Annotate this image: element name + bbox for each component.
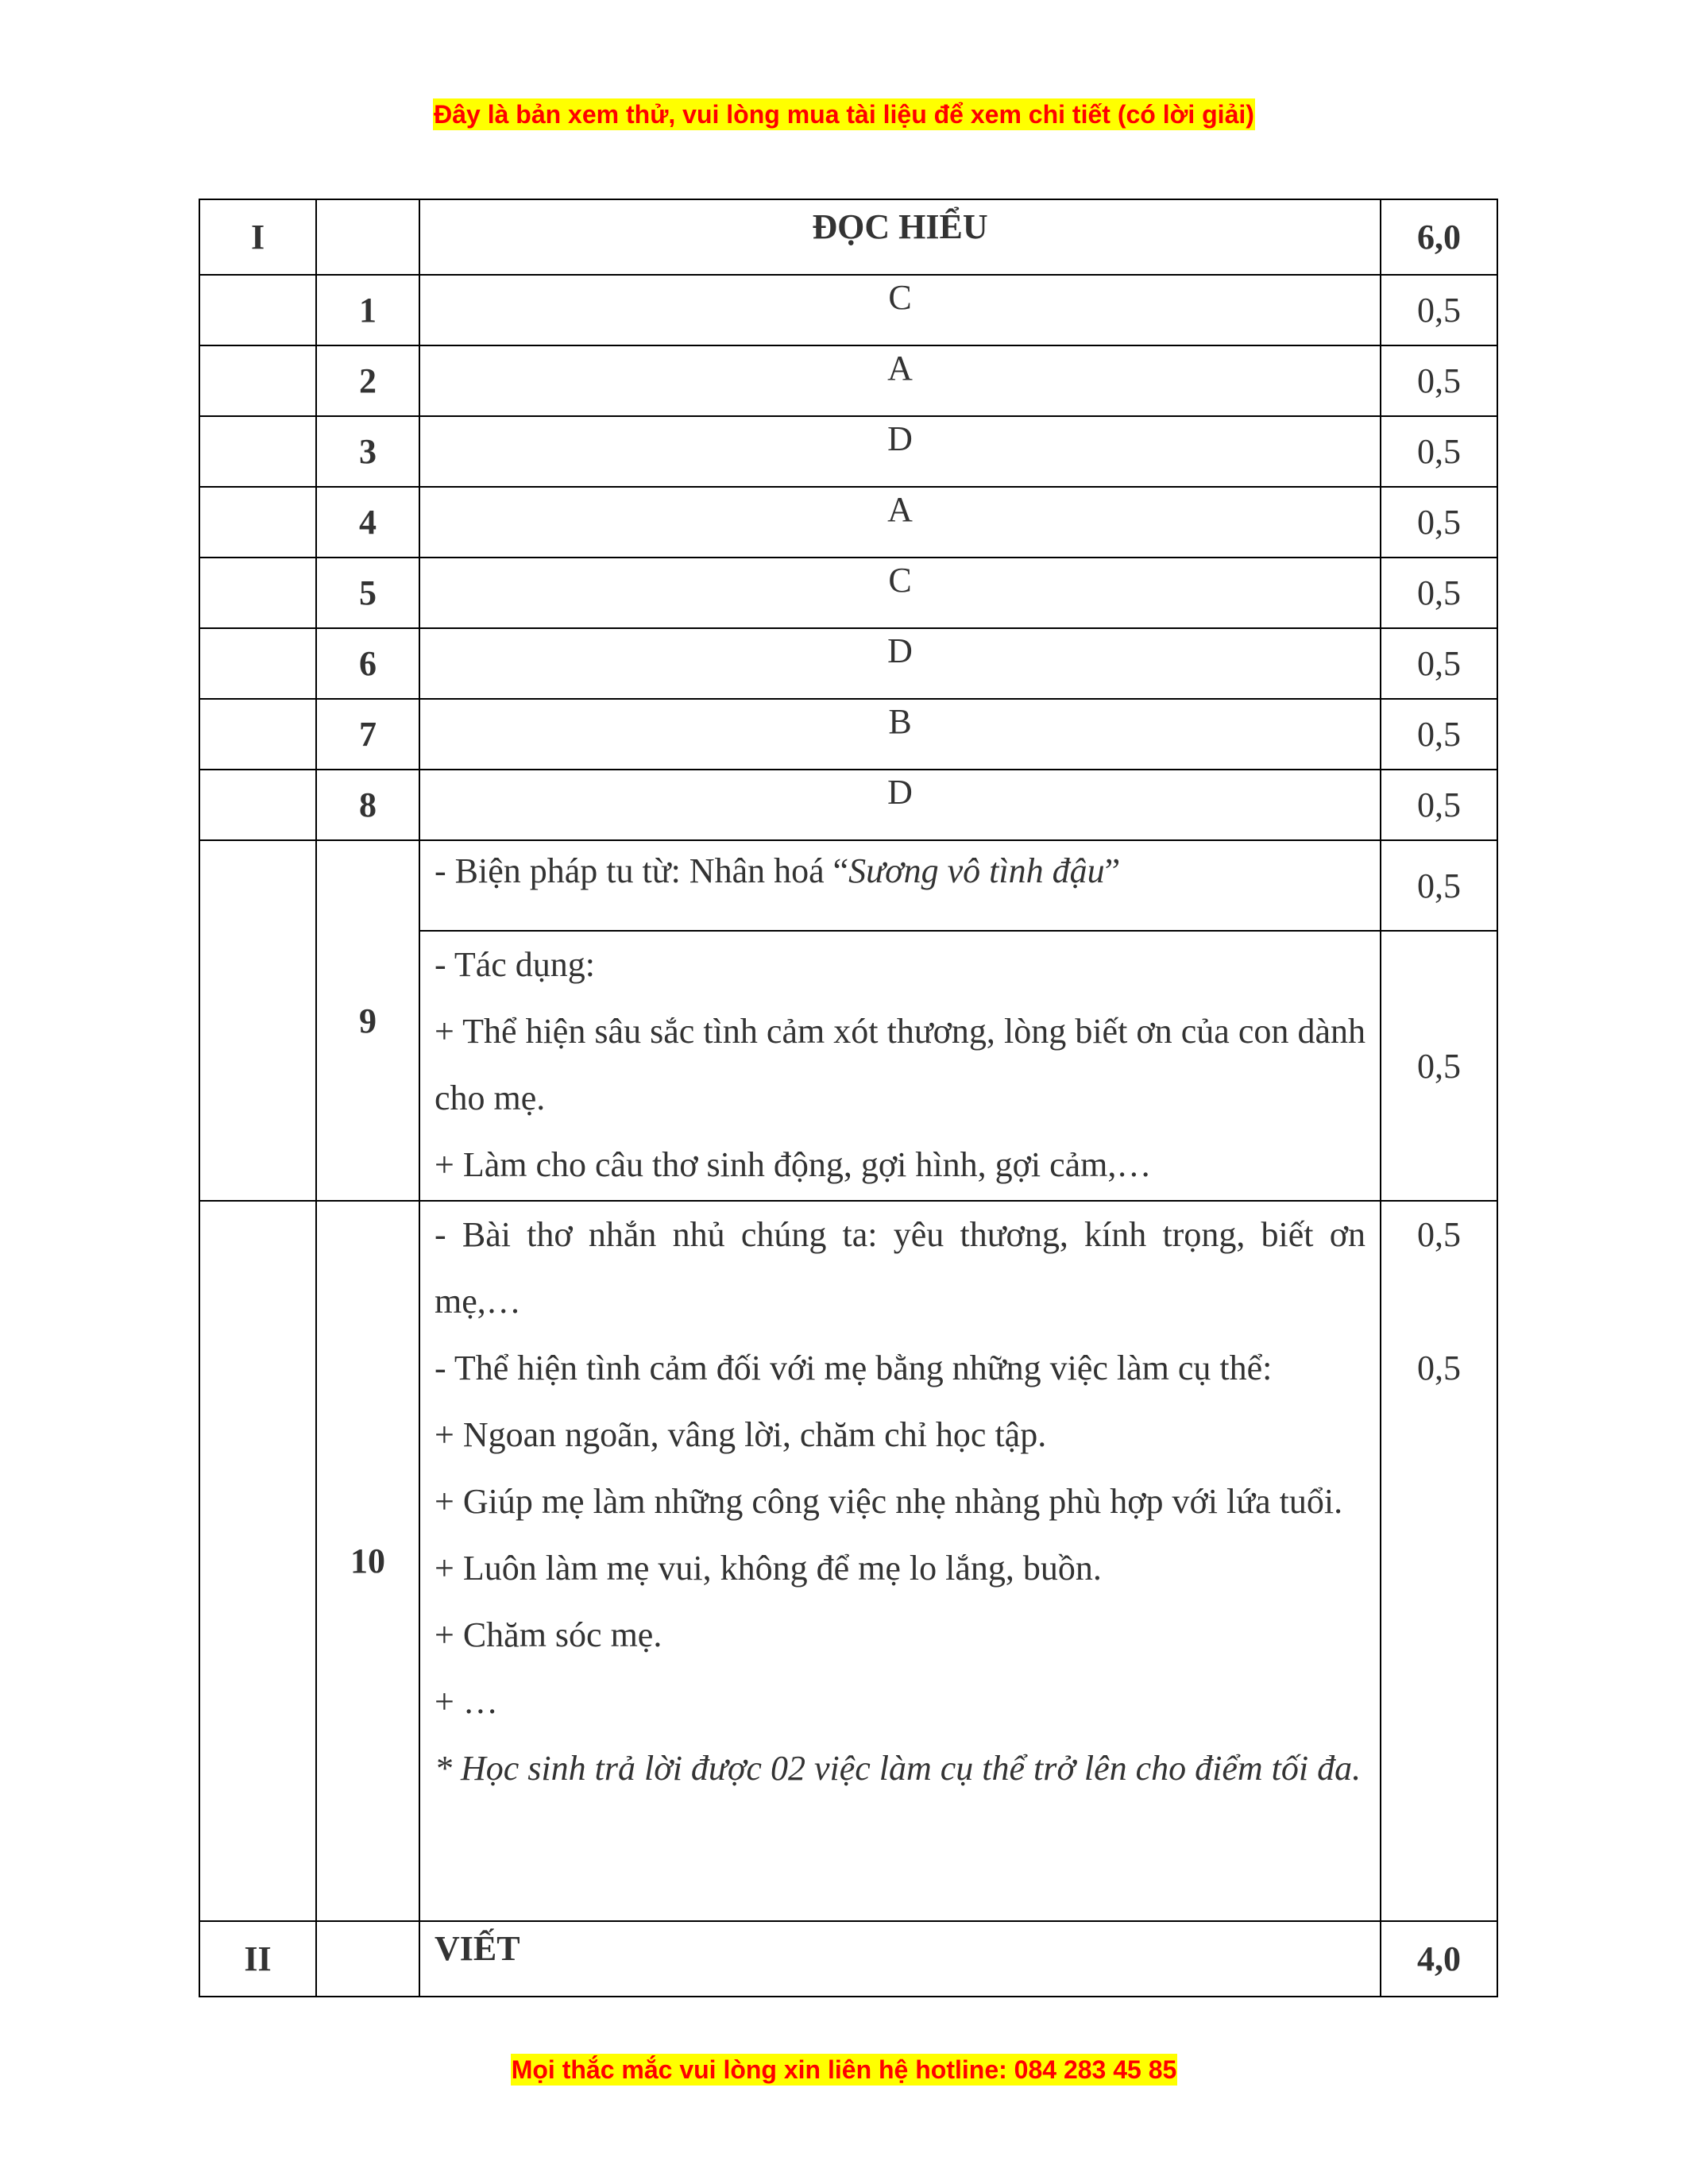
table-row [199, 487, 1497, 558]
empty-cell [199, 558, 316, 628]
rhetoric-device-line [435, 846, 1365, 897]
preview-notice-text: Đây là bản xem thử, vui lòng mua tài liệu để xem chi tiết (có lời giải) [434, 100, 1254, 129]
answer-line: + Chăm sóc mẹ. [435, 1615, 662, 1654]
empty-cell [199, 628, 316, 699]
section-number: I [199, 199, 316, 275]
question-score: 0,5 [1381, 699, 1497, 770]
section-score: 4,0 [1381, 1921, 1497, 1997]
table-row [199, 345, 1497, 416]
question-number: 10 [316, 1201, 419, 1921]
answer-key-table [199, 199, 1498, 1997]
answer-letter: A [419, 345, 1381, 416]
question-number: 2 [316, 345, 419, 416]
answer-line: + Thể hiện sâu sắc tình cảm xót thương, lòng biết ơn của con dành cho mẹ. [435, 1012, 1365, 1117]
contact-notice-text: Mọi thắc mắc vui lòng xin liên hệ hotline: 084 283 45 85 [511, 2055, 1177, 2084]
answer-text [419, 931, 1381, 1201]
section-number: II [199, 1921, 316, 1997]
answer-line: + Luôn làm mẹ vui, không để mẹ lo lắng, buồn. [435, 1549, 1102, 1588]
quoted-phrase: Sương vô tình đậu [848, 851, 1105, 890]
grading-note-text: * Học sinh trả lời được 02 việc làm cụ thể trở lên cho điểm tối đa. [435, 1749, 1362, 1788]
answer-letter: D [419, 770, 1381, 840]
answer-letter: B [419, 699, 1381, 770]
question-score: 0,5 [1381, 345, 1497, 416]
question-number: 4 [316, 487, 419, 558]
section-row-writing [199, 1921, 1497, 1997]
contact-notice [0, 2055, 1688, 2085]
answer-letter: C [419, 275, 1381, 345]
question-score: 0,5 [1381, 558, 1497, 628]
table-row [199, 275, 1497, 345]
question-number: 5 [316, 558, 419, 628]
question-score-group [1381, 1201, 1497, 1921]
question-number: 7 [316, 699, 419, 770]
empty-cell [199, 770, 316, 840]
empty-cell [199, 1201, 316, 1921]
answer-line: - Bài thơ nhắn nhủ chúng ta: yêu thương, kính trọng, biết ơn mẹ,… [435, 1215, 1365, 1321]
answer-line: - Tác dụng: [435, 945, 596, 984]
table-row [199, 416, 1497, 487]
preview-notice [0, 100, 1688, 129]
empty-cell [316, 1921, 419, 1997]
question-score: 0,5 [1381, 931, 1497, 1201]
empty-cell [316, 199, 419, 275]
grading-note [435, 1735, 1365, 1802]
answer-text [419, 1201, 1381, 1921]
question-number: 6 [316, 628, 419, 699]
answer-text-prefix: - Biện pháp tu từ: Nhân hoá “ [435, 851, 849, 890]
question-number: 1 [316, 275, 419, 345]
question-score: 0,5 [1381, 416, 1497, 487]
answer-line: + Giúp mẹ làm những công việc nhẹ nhàng phù hợp với lứa tuổi. [435, 1482, 1343, 1521]
empty-cell [199, 699, 316, 770]
question-score: 0,5 [1417, 1215, 1461, 1254]
empty-cell [199, 416, 316, 487]
question-score: 0,5 [1381, 275, 1497, 345]
question-score: 0,5 [1417, 1349, 1461, 1387]
question-number: 9 [316, 840, 419, 1201]
answer-line: - Thể hiện tình cảm đối với mẹ bằng những việc làm cụ thể: [435, 1349, 1273, 1387]
section-score: 6,0 [1381, 199, 1497, 275]
answer-letter: A [419, 487, 1381, 558]
section-title: VIẾT [419, 1921, 1381, 1997]
answer-line: + Làm cho câu thơ sinh động, gợi hình, gợi cảm,… [435, 1145, 1152, 1184]
section-title: ĐỌC HIỂU [419, 199, 1381, 275]
empty-cell [199, 345, 316, 416]
section-row-reading [199, 199, 1497, 275]
answer-line: + Ngoan ngoãn, vâng lời, chăm chỉ học tập. [435, 1415, 1047, 1454]
answer-text-suffix: ” [1104, 851, 1121, 890]
empty-cell [199, 840, 316, 1201]
table-row [199, 558, 1497, 628]
empty-cell [199, 487, 316, 558]
question-score: 0,5 [1381, 770, 1497, 840]
table-row [199, 628, 1497, 699]
question-score: 0,5 [1381, 840, 1497, 931]
table-row [199, 699, 1497, 770]
table-row-q10 [199, 1201, 1497, 1921]
answer-text [419, 840, 1381, 931]
table-row [199, 770, 1497, 840]
answer-letter: C [419, 558, 1381, 628]
table-row-q9-part1 [199, 840, 1497, 931]
question-number: 3 [316, 416, 419, 487]
question-score: 0,5 [1381, 628, 1497, 699]
answer-line: + … [435, 1682, 498, 1721]
question-number: 8 [316, 770, 419, 840]
empty-cell [199, 275, 316, 345]
answer-letter: D [419, 628, 1381, 699]
answer-letter: D [419, 416, 1381, 487]
question-score: 0,5 [1381, 487, 1497, 558]
